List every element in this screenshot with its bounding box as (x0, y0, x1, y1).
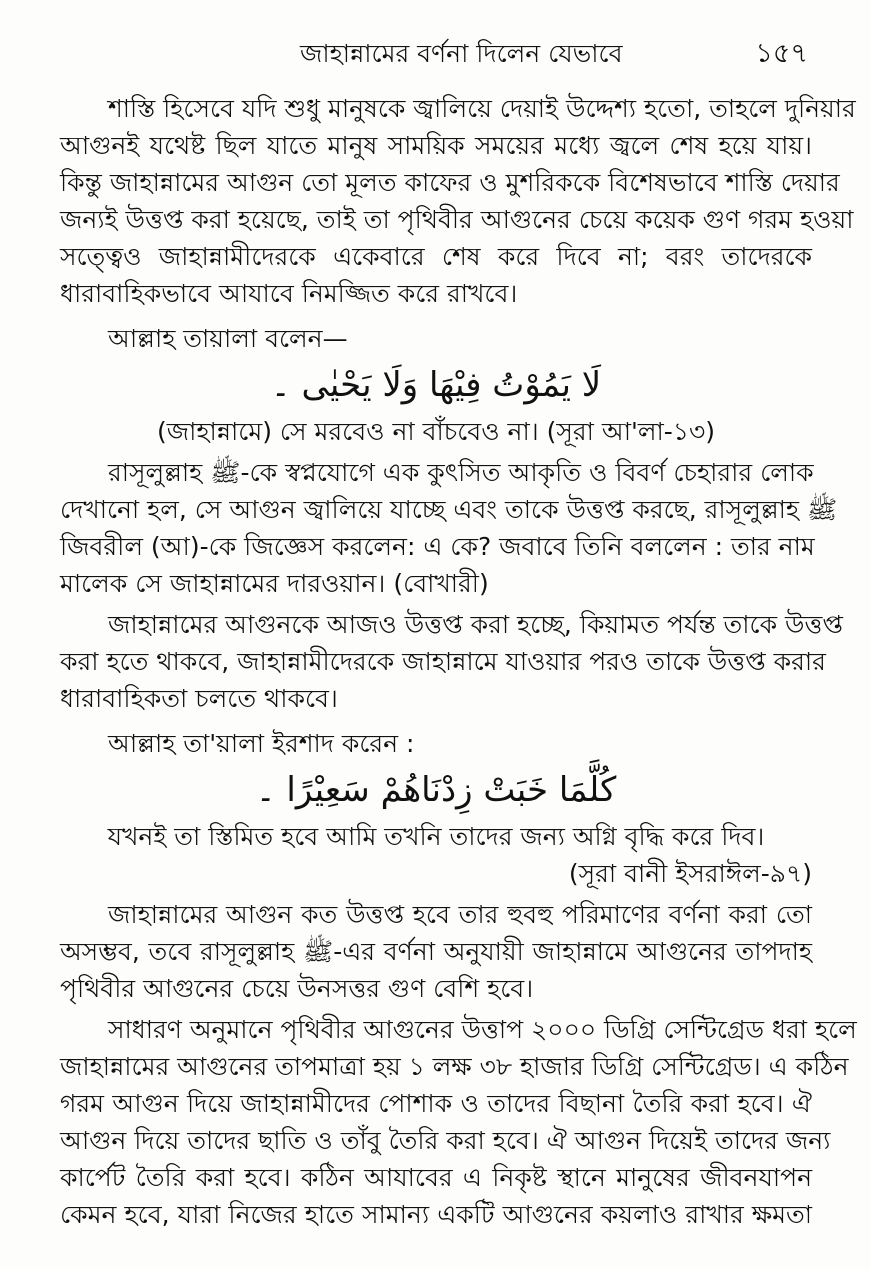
paragraph-3 (60, 606, 843, 717)
text-line: অসম্ভব, তবে রাসূলুল্লাহ ﷺ-এর বর্ণনা অনুযায়ী জাহান্নামে আগুনের তাপদাহ (60, 937, 812, 966)
text-line: আগুনই যথেষ্ট ছিল যাতে মানুষ সাময়িক সময়ের মধ্যে জ্বলে শেষ হয়ে যায়। (60, 131, 812, 160)
text-line: কিন্তু জাহান্নামের আগুন তো মূলত কাফের ও মুশরিককে বিশেষভাবে শাস্তি দেয়ার (60, 168, 840, 197)
text-line: পৃথিবীর আগুনের চেয়ে উনসত্তর গুণ বেশি হবে। (60, 974, 534, 1003)
page-body (60, 90, 857, 1233)
quote-intro: আল্লাহ তা'য়ালা ইরশাদ করেন : (108, 729, 415, 758)
text-line: জাহান্নামের আগুনের তাপমাত্রা হয় ১ লক্ষ ৩৮ হাজার ডিগ্রি সেন্টিগ্রেড। এ কঠিন (60, 1052, 849, 1081)
text-line: গরম আগুন দিয়ে জাহান্নামীদের পোশাক ও তাদের বিছানা তৈরি করা হবে। ঐ (60, 1089, 812, 1118)
verse-translation: (জাহান্নামে) সে মরবেও না বাঁচবেও না। (সূরা আ'লা-১৩) (157, 417, 715, 446)
verse-reference: (সূরা বানী ইসরাঈল-৯৭) (568, 859, 812, 888)
text-line: রাসূলুল্লাহ ﷺ-কে স্বপ্নযোগে এক কুৎসিত আকৃতি ও বিবর্ণ চেহারার লোক (108, 458, 814, 487)
arabic-verse: كُلَّمَا خَبَتْ زِدْنَاهُمْ سَعِيْرًا ۔ (255, 770, 617, 810)
verse-translation: যখনই তা স্তিমিত হবে আমি তখনি তাদের জন্য অগ্নি বৃদ্ধি করে দিব। (107, 822, 765, 851)
text-line: দেখানো হল, সে আগুন জ্বালিয়ে যাচ্ছে এবং তাকে উত্তপ্ত করছে, রাসূলুল্লাহ ﷺ (60, 495, 838, 524)
quote-intro: আল্লাহ তায়ালা বলেন— (108, 324, 348, 353)
page-number: ১৫৭ (755, 38, 808, 69)
text-line: ধারাবাহিকভাবে আযাবে নিমজ্জিত করে রাখবে। (60, 279, 518, 308)
text-line: ধারাবাহিকতা চলতে থাকবে। (60, 684, 338, 713)
paragraph-2 (60, 454, 838, 602)
paragraph-1 (60, 90, 856, 312)
text-line: জন্যই উত্তপ্ত করা হয়েছে, তাই তা পৃথিবীর আগুনের চেয়ে কয়েক গুণ গরম হওয়া (60, 205, 854, 234)
text-line: কার্পেট তৈরি করা হবে। কঠিন আযাবের এ নিকৃষ্ট স্থানে মানুষের জীবনযাপন (60, 1163, 812, 1192)
running-title: জাহান্নামের বর্ণনা দিলেন যেভাবে (300, 39, 623, 68)
text-line: সাধারণ অনুমানে পৃথিবীর আগুনের উত্তাপ ২০০০ ডিগ্রি সেন্টিগ্রেড ধরা হলে (108, 1015, 857, 1044)
text-line: জাহান্নামের আগুন কত উত্তপ্ত হবে তার হুবহু পরিমাণের বর্ণনা করা তো (108, 900, 812, 929)
text-line: শাস্তি হিসেবে যদি শুধু মানুষকে জ্বালিয়ে দেয়াই উদ্দেশ্য হতো, তাহলে দুনিয়ার (108, 94, 856, 123)
quote-block-2 (60, 725, 812, 892)
text-line: করা হতে থাকবে, জাহান্নামীদেরকে জাহান্নামে যাওয়ার পরও তাকে উত্তপ্ত করার (60, 647, 826, 676)
quote-block-1 (60, 320, 812, 450)
text-line: জিবরীল (আ)-কে জিজ্ঞেস করলেন: এ কে? জবাবে তিনি বললেন : তার নাম (60, 532, 815, 561)
text-line: কেমন হবে, যারা নিজের হাতে সামান্য একটি আগুনের কয়লাও রাখার ক্ষমতা (60, 1200, 812, 1229)
arabic-verse: لَا يَمُوْتُ فِيْهَا وَلَا يَحْيٰى ۔ (270, 365, 602, 405)
text-line: জাহান্নামের আগুনকে আজও উত্তপ্ত করা হচ্ছে, কিয়ামত পর্যন্ত তাকে উত্তপ্ত (108, 610, 843, 639)
text-line: সত্ত্বেও জাহান্নামীদেরকে একেবারে শেষ করে দিবে না; বরং তাদেরকে (60, 242, 812, 271)
text-line: আগুন দিয়ে তাদের ছাতি ও তাঁবু তৈরি করা হবে। ঐ আগুন দিয়েই তাদের জন্য (60, 1126, 831, 1155)
page-header (0, 34, 870, 74)
paragraph-4 (60, 896, 812, 1007)
text-line: মালেক সে জাহান্নামের দারওয়ান। (বোখারী) (60, 569, 489, 598)
paragraph-5 (60, 1011, 857, 1233)
